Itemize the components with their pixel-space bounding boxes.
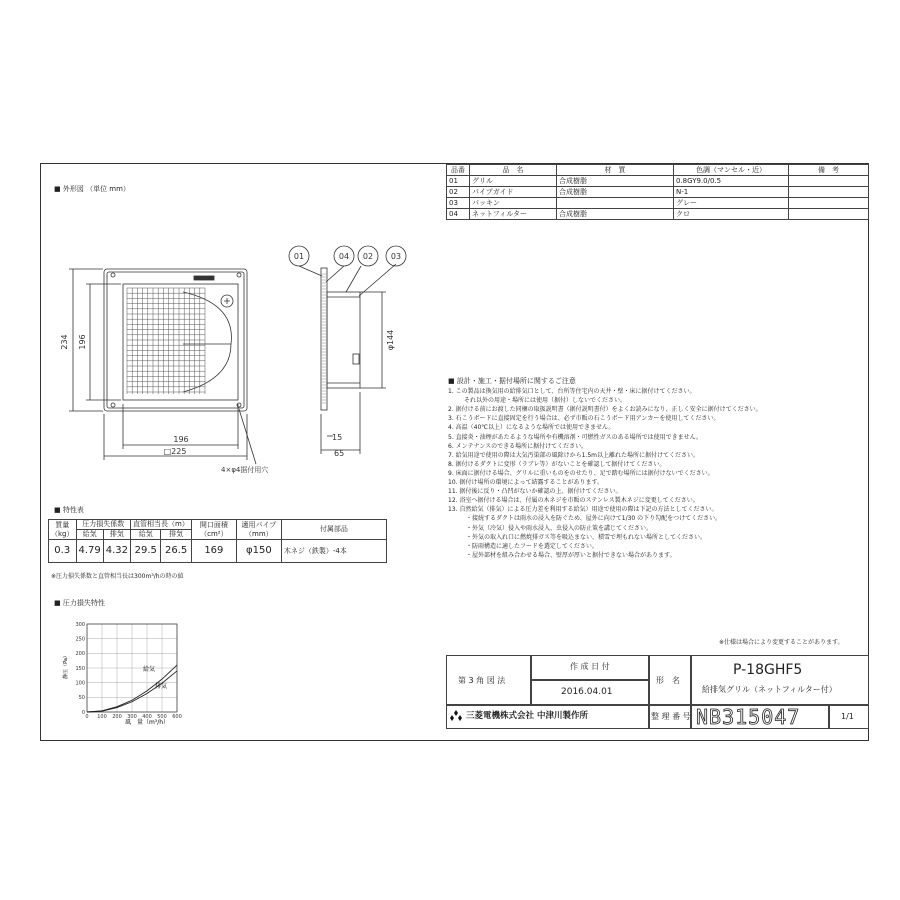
part-remarks <box>789 176 869 187</box>
spec-h-dia: 適用パイプ <box>241 521 277 530</box>
part-remarks <box>789 187 869 198</box>
note-line: それ以外の用途・場所には使用（据付）しないでください。 <box>458 397 627 405</box>
company-name: 三菱電機株式会社 中津川製作所 <box>466 711 588 721</box>
chart-y-tick: 0 <box>81 709 85 716</box>
note-line: 6. メンテナンスのできる場所に据付けてください。 <box>448 442 588 450</box>
note-line: 12. 浴室へ据付ける場合は、付属の木ネジを市販のステンレス製木ネジに変更してください。 <box>448 497 699 505</box>
notes-title: ■ 設計・施工・据付場所に関するご注意 <box>448 377 576 385</box>
chart-x-tick: 400 <box>142 714 152 720</box>
doc-number-label: 整 理 番 号 <box>651 712 691 721</box>
mitsubishi-logo <box>449 710 463 724</box>
note-line: 9. 床面に据付ける場合、グリルに重いものをのせたり、足で踏む場所には据付けないでください。 <box>448 469 714 477</box>
part-color: 0.8GY9.0/0.5 <box>674 176 789 187</box>
spec-h-accessory: 付属部品 <box>281 520 386 540</box>
title-block <box>446 639 869 741</box>
installation-notes <box>448 377 762 560</box>
part-color: N-1 <box>674 187 789 198</box>
note-line: ・屋外部材を組み合わせる場合、壁厚が厚いと据付できない場合があります。 <box>466 551 676 559</box>
spec-pipe-supply: 29.5 <box>131 540 161 563</box>
chart-series-label-exhaust: 排気 <box>155 683 168 690</box>
chart-y-tick: 300 <box>75 621 85 628</box>
parts-header-name: 品 名 <box>470 165 557 176</box>
projection-method: 第 3 角 図 法 <box>458 676 506 685</box>
page-number: 1/1 <box>841 712 854 721</box>
note-line: ・外気（冷気）侵入や雨水浸入、虫侵入の防止策を講じてください。 <box>466 524 653 532</box>
part-remarks <box>789 209 869 220</box>
chart-x-tick: 500 <box>157 714 167 720</box>
net-filter <box>127 288 205 394</box>
drawing-sheet <box>40 163 869 741</box>
callout-02-label: 02 <box>362 252 374 261</box>
part-color: クロ <box>674 209 789 220</box>
dim-196-vertical: 196 <box>78 334 87 350</box>
part-name: グリル <box>470 176 557 187</box>
date-label: 作 成 日 付 <box>570 662 610 671</box>
note-line: 4. 高温（40℃以上）になるような場所では使用できません。 <box>448 424 615 432</box>
table-row <box>447 209 869 220</box>
model-number: P-18GHF5 <box>733 662 803 678</box>
note-line: ・外気の取入れ口に燃焼排ガス等を吸込まない、積雪で埋もれない場所としてください。 <box>466 533 707 541</box>
spec-h-area-unit: （cm²） <box>200 529 228 538</box>
spec-area: 169 <box>191 540 236 563</box>
spec-accessory: 木ネジ（鉄製）-4本 <box>281 540 386 563</box>
spec-pipe-exhaust: 26.5 <box>161 540 191 563</box>
creation-date: 2016.04.01 <box>561 687 613 697</box>
part-no: 01 <box>447 176 470 187</box>
note-line: 13. 自然給気（排気）による圧力差を利用する給気）用途で使用の際は下記の方法としてください。 <box>448 506 718 514</box>
note-line: 1. この製品は換気用の給排気口として、台所等住宅内の天井・壁・床に据付けてください。 <box>448 388 696 396</box>
mitsubishi-logo-icon <box>449 710 463 722</box>
note-line: 7. 給気用途で使用の際は大気汚染部の風除けから1.5m以上離れた場所に据付けてください。 <box>448 451 700 459</box>
spec-title: ■ 特性表 <box>54 506 84 514</box>
table-row <box>447 198 869 209</box>
spec-loss-exhaust: 4.32 <box>103 540 130 563</box>
spec-h-mass: 質量 <box>55 521 70 530</box>
loss-chart-title: ■ 圧力損失特性 <box>54 599 105 607</box>
part-no: 02 <box>447 187 470 198</box>
callout-03-label: 03 <box>390 252 402 261</box>
parts-header-remarks: 備 考 <box>789 165 869 176</box>
spec-mass: 0.3 <box>49 540 77 563</box>
note-line: ・防雨構造に適したフードを選定してください。 <box>466 542 598 550</box>
part-material: 合成樹脂 <box>557 187 674 198</box>
spec-h-mass-unit: （kg） <box>51 529 74 538</box>
spec-h-area: 開口面積 <box>199 521 228 530</box>
chart-y-tick: 150 <box>75 665 85 672</box>
dim-15: 15 <box>332 433 343 442</box>
chart-ylabel: 静圧（Pa） <box>63 653 69 679</box>
chart-series-label-supply: 給気 <box>143 666 156 673</box>
part-material: 合成樹脂 <box>557 209 674 220</box>
chart-y-tick: 200 <box>75 651 85 658</box>
parts-header-no: 品番 <box>447 165 470 176</box>
pressure-loss-chart <box>59 616 199 726</box>
spec-h-loss: 圧力損失係数 <box>76 520 131 530</box>
part-name: パッキン <box>470 198 557 209</box>
spec-h-dia-unit: （mm） <box>245 529 273 538</box>
chart-x-tick: 600 <box>172 714 182 720</box>
note-line: 10. 据付け場所の環境によって結露することがあります。 <box>448 479 603 487</box>
dim-phi144: φ144 <box>386 329 395 351</box>
spec-h-pipe-exhaust: 排気 <box>161 530 191 540</box>
doc-number: NB315047 <box>696 705 801 729</box>
spec-h-loss-exhaust: 排気 <box>103 530 130 540</box>
parts-header-material: 材 質 <box>557 165 674 176</box>
chart-y-tick: 50 <box>78 695 85 702</box>
chart-x-tick: 200 <box>112 714 122 720</box>
callout-01-label: 01 <box>293 252 305 261</box>
note-line: 2. 据付ける前にお渡した同梱の取扱説明書（据付説明書付）をよくお読みになり、正しく安全に据付けてください。 <box>448 406 762 414</box>
note-line: 3. 石こうボードに直接固定を行う場合は、必ず市販の石こうボード用アンカーを使用してください。 <box>448 415 720 423</box>
spec-h-pipe-supply: 給気 <box>131 530 161 540</box>
outline-drawing-label: ■ 外形図 （単位 mm） <box>54 185 130 193</box>
spec-table <box>48 519 387 563</box>
table-row <box>447 187 869 198</box>
table-row <box>447 176 869 187</box>
note-line: 5. 直接炎・油煙があたるような場所や有機溶剤・可燃性ガスのある場所では使用できません。 <box>448 433 702 441</box>
outline-drawing <box>41 164 446 494</box>
part-remarks <box>789 198 869 209</box>
note-line: 11. 据付後に反り・凸凹がないか確認の上、据付けてください。 <box>448 488 622 496</box>
parts-table <box>446 164 869 220</box>
spec-diameter: φ150 <box>236 540 281 563</box>
chart-y-tick: 250 <box>75 636 85 643</box>
dim-65: 65 <box>334 449 345 458</box>
dim-225: □225 <box>163 447 187 456</box>
model-label: 形 名 <box>656 676 680 685</box>
spec-change-note: ※仕様は場合により変更することがあります。 <box>719 639 844 646</box>
part-material <box>557 198 674 209</box>
mounting-holes-label: 4×φ4据付用穴 <box>221 466 269 474</box>
chart-x-tick: 300 <box>127 714 137 720</box>
chart-xlabel: 風 量（m³/h） <box>124 719 170 726</box>
spec-h-pipe: 直管相当長（m） <box>131 520 192 530</box>
chart-x-tick: 0 <box>85 714 89 720</box>
dim-196: 196 <box>173 435 189 444</box>
note-line: 8. 据付けるダクトに変形（ラブレ等）がないことを確認して据付けてください。 <box>448 460 666 468</box>
spec-loss-supply: 4.79 <box>76 540 103 563</box>
note-line: ・接続するダクトは雨水の浸入を防ぐため、屋外に向けて1/30 の下り勾配をつけてください。 <box>466 515 722 523</box>
part-color: グレー <box>674 198 789 209</box>
grille-side-view <box>321 268 327 410</box>
parts-table-header <box>447 165 869 176</box>
chart-x-tick: 100 <box>97 714 107 720</box>
part-no: 04 <box>447 209 470 220</box>
chart-y-tick: 100 <box>75 680 85 687</box>
product-name: 給排気グリル（ネットフィルター付） <box>702 685 837 694</box>
part-no: 03 <box>447 198 470 209</box>
callout-04-label: 04 <box>338 252 350 261</box>
parts-header-color: 色調（マンセル・近） <box>674 165 789 176</box>
spec-h-loss-supply: 給気 <box>76 530 103 540</box>
part-name: ネットフィルター <box>470 209 557 220</box>
spec-footnote: ※圧力損失係数と直管相当長は300m³/hの時の値 <box>51 573 184 580</box>
dim-234: 234 <box>60 334 69 350</box>
part-name: パイプガイド <box>470 187 557 198</box>
part-material: 合成樹脂 <box>557 176 674 187</box>
